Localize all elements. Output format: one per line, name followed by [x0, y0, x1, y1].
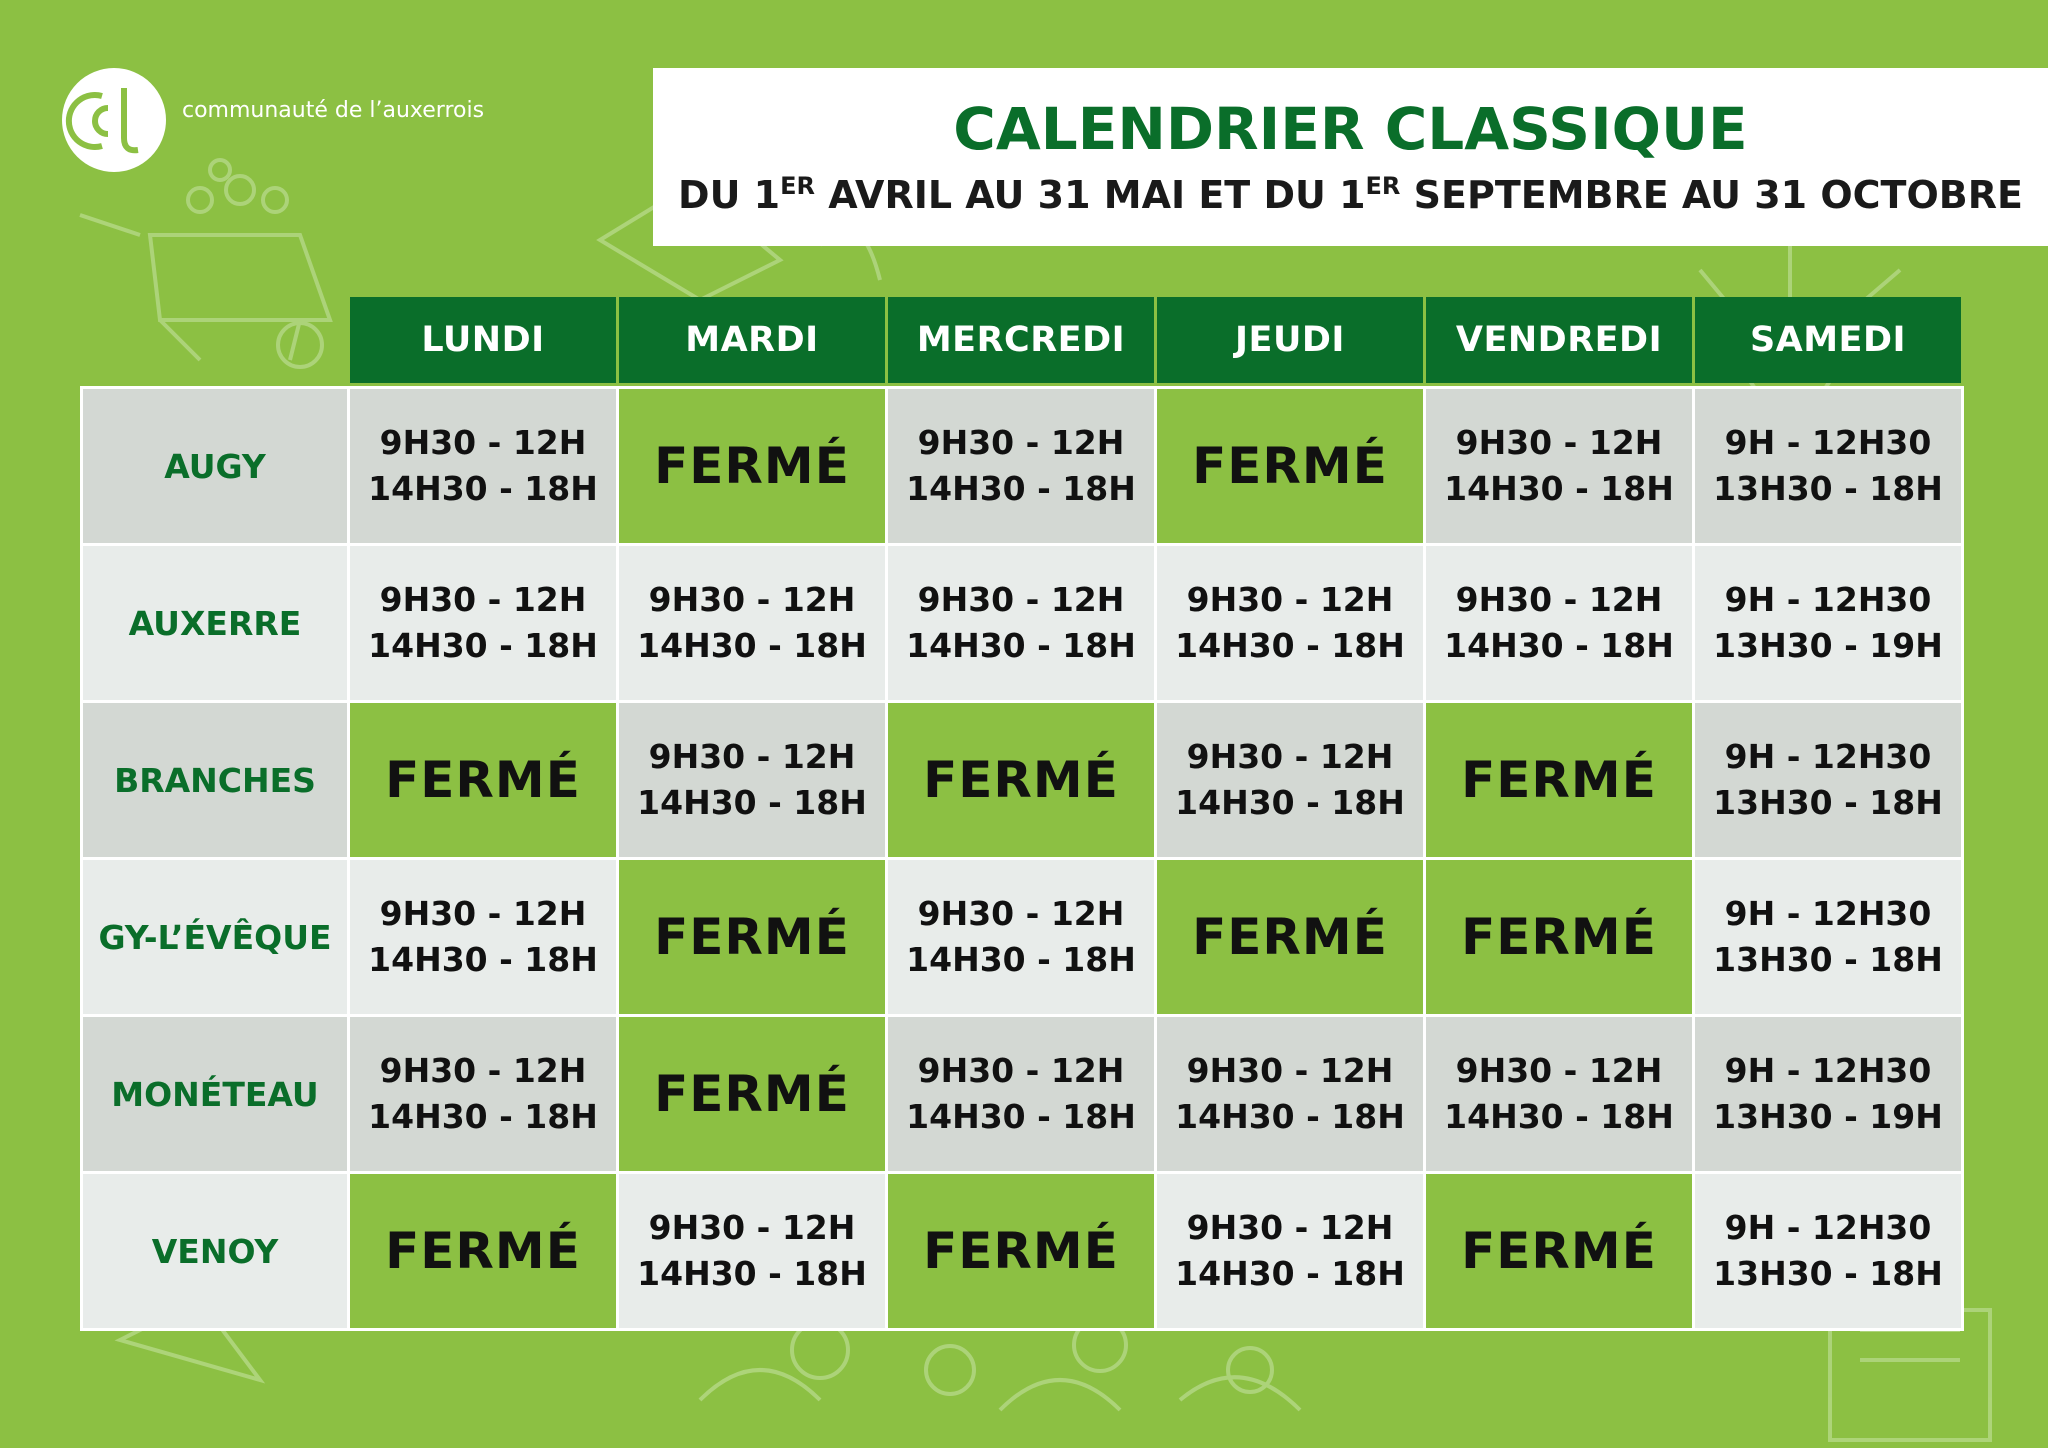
morning-hours: 9H30 - 12H — [1186, 1208, 1394, 1247]
morning-hours: 9H30 - 12H — [917, 894, 1125, 933]
subtitle-part-1: DU 1 — [678, 173, 781, 217]
morning-hours: 9H30 - 12H — [648, 580, 856, 619]
table-row — [83, 860, 1961, 1014]
town-name: GY-L’ÉVÊQUE — [83, 860, 347, 1014]
morning-hours: 9H30 - 12H — [379, 423, 587, 462]
hours-cell — [1426, 1017, 1692, 1171]
hours-cell — [888, 546, 1154, 700]
closed-cell: FERMÉ — [888, 1174, 1154, 1328]
table-row — [83, 1174, 1961, 1328]
afternoon-hours: 14H30 - 18H — [906, 940, 1136, 979]
afternoon-hours: 14H30 - 18H — [1444, 1097, 1674, 1136]
hours-cell — [1157, 703, 1423, 857]
closed-cell: FERMÉ — [1426, 860, 1692, 1014]
morning-hours: 9H30 - 12H — [917, 580, 1125, 619]
morning-hours: 9H30 - 12H — [917, 423, 1125, 462]
afternoon-hours: 14H30 - 18H — [1444, 469, 1674, 508]
page-subtitle — [653, 172, 2048, 218]
table-row — [83, 1017, 1961, 1171]
day-header-vendredi: VENDREDI — [1426, 297, 1692, 383]
closed-cell: FERMÉ — [619, 389, 885, 543]
morning-hours: 9H30 - 12H — [379, 1051, 587, 1090]
closed-cell: FERMÉ — [619, 1017, 885, 1171]
hours-cell — [619, 546, 885, 700]
morning-hours: 9H30 - 12H — [379, 894, 587, 933]
table-row — [83, 389, 1961, 543]
morning-hours: 9H30 - 12H — [917, 1051, 1125, 1090]
afternoon-hours: 14H30 - 18H — [1175, 626, 1405, 665]
hours-cell — [888, 860, 1154, 1014]
closed-cell: FERMÉ — [350, 703, 616, 857]
hours-cell — [350, 389, 616, 543]
hours-cell — [1695, 703, 1961, 857]
hours-cell — [1157, 546, 1423, 700]
afternoon-hours: 13H30 - 18H — [1713, 940, 1943, 979]
hours-cell — [1426, 389, 1692, 543]
morning-hours: 9H - 12H30 — [1724, 423, 1932, 462]
town-name: VENOY — [83, 1174, 347, 1328]
afternoon-hours: 13H30 - 18H — [1713, 1254, 1943, 1293]
town-name: BRANCHES — [83, 703, 347, 857]
morning-hours: 9H30 - 12H — [648, 1208, 856, 1247]
afternoon-hours: 14H30 - 18H — [1175, 1254, 1405, 1293]
afternoon-hours: 14H30 - 18H — [1444, 626, 1674, 665]
afternoon-hours: 14H30 - 18H — [368, 940, 598, 979]
afternoon-hours: 14H30 - 18H — [1175, 783, 1405, 822]
hours-cell — [1695, 389, 1961, 543]
afternoon-hours: 14H30 - 18H — [637, 1254, 867, 1293]
afternoon-hours: 14H30 - 18H — [1175, 1097, 1405, 1136]
afternoon-hours: 13H30 - 18H — [1713, 783, 1943, 822]
hours-cell — [1695, 860, 1961, 1014]
day-header-row — [350, 297, 1964, 386]
logo-mark-icon — [62, 68, 166, 172]
morning-hours: 9H - 12H30 — [1724, 737, 1932, 776]
hours-cell — [888, 1017, 1154, 1171]
morning-hours: 9H30 - 12H — [1455, 580, 1663, 619]
day-header-mercredi: MERCREDI — [888, 297, 1154, 383]
closed-cell: FERMÉ — [1426, 703, 1692, 857]
morning-hours: 9H30 - 12H — [1455, 423, 1663, 462]
morning-hours: 9H - 12H30 — [1724, 1208, 1932, 1247]
hours-cell — [1695, 1017, 1961, 1171]
morning-hours: 9H - 12H30 — [1724, 1051, 1932, 1090]
day-header-lundi: LUNDI — [350, 297, 616, 383]
subtitle-superscript-2: ER — [1365, 172, 1401, 200]
afternoon-hours: 14H30 - 18H — [368, 469, 598, 508]
morning-hours: 9H - 12H30 — [1724, 894, 1932, 933]
morning-hours: 9H - 12H30 — [1724, 580, 1932, 619]
morning-hours: 9H30 - 12H — [1186, 580, 1394, 619]
hours-cell — [1695, 1174, 1961, 1328]
hours-cell — [619, 1174, 885, 1328]
closed-cell: FERMÉ — [619, 860, 885, 1014]
subtitle-superscript-1: ER — [780, 172, 815, 200]
afternoon-hours: 14H30 - 18H — [906, 626, 1136, 665]
afternoon-hours: 14H30 - 18H — [368, 1097, 598, 1136]
title-banner — [653, 68, 2048, 246]
closed-cell: FERMÉ — [1426, 1174, 1692, 1328]
day-header-jeudi: JEUDI — [1157, 297, 1423, 383]
logo-text: communauté de l’auxerrois — [182, 98, 485, 123]
organization-logo — [62, 68, 485, 168]
hours-cell — [350, 1017, 616, 1171]
hours-cell — [350, 546, 616, 700]
subtitle-part-2: AVRIL AU 31 MAI ET DU 1 — [815, 173, 1366, 217]
hours-cell — [350, 860, 616, 1014]
afternoon-hours: 13H30 - 18H — [1713, 469, 1943, 508]
town-name: AUXERRE — [83, 546, 347, 700]
day-header-mardi: MARDI — [619, 297, 885, 383]
afternoon-hours: 14H30 - 18H — [637, 626, 867, 665]
closed-cell: FERMÉ — [888, 703, 1154, 857]
afternoon-hours: 14H30 - 18H — [368, 626, 598, 665]
hours-cell — [1695, 546, 1961, 700]
closed-cell: FERMÉ — [1157, 389, 1423, 543]
town-name: MONÉTEAU — [83, 1017, 347, 1171]
afternoon-hours: 14H30 - 18H — [906, 469, 1136, 508]
morning-hours: 9H30 - 12H — [1455, 1051, 1663, 1090]
closed-cell: FERMÉ — [350, 1174, 616, 1328]
morning-hours: 9H30 - 12H — [648, 737, 856, 776]
hours-cell — [1426, 546, 1692, 700]
morning-hours: 9H30 - 12H — [1186, 1051, 1394, 1090]
afternoon-hours: 14H30 - 18H — [637, 783, 867, 822]
hours-cell — [888, 389, 1154, 543]
day-header-samedi: SAMEDI — [1695, 297, 1961, 383]
table-row — [83, 703, 1961, 857]
schedule-table — [80, 297, 1964, 1331]
afternoon-hours: 14H30 - 18H — [906, 1097, 1136, 1136]
schedule-body — [80, 386, 1964, 1331]
subtitle-part-3: SEPTEMBRE AU 31 OCTOBRE — [1400, 173, 2023, 217]
hours-cell — [619, 703, 885, 857]
closed-cell: FERMÉ — [1157, 860, 1423, 1014]
afternoon-hours: 13H30 - 19H — [1713, 1097, 1943, 1136]
morning-hours: 9H30 - 12H — [1186, 737, 1394, 776]
afternoon-hours: 13H30 - 19H — [1713, 626, 1943, 665]
page-title: CALENDRIER CLASSIQUE — [953, 95, 1748, 163]
morning-hours: 9H30 - 12H — [379, 580, 587, 619]
table-row — [83, 546, 1961, 700]
town-name: AUGY — [83, 389, 347, 543]
hours-cell — [1157, 1017, 1423, 1171]
hours-cell — [1157, 1174, 1423, 1328]
